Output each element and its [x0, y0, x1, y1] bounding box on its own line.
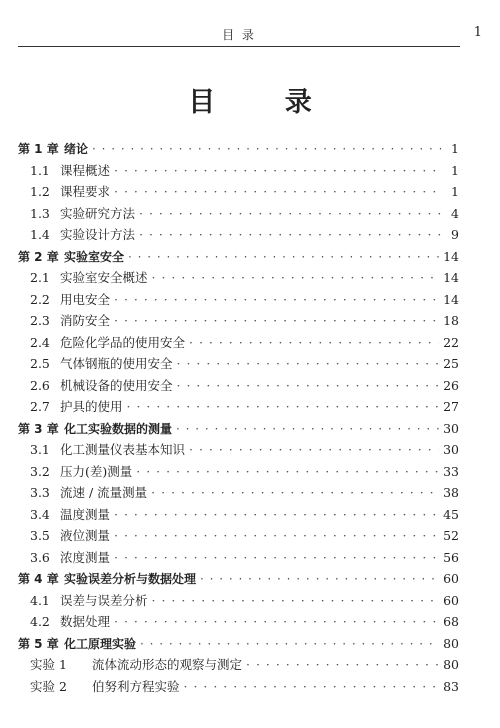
toc-entry-page: 18: [443, 313, 459, 328]
toc-section-entry: [18, 396, 459, 418]
toc-entry-title: 浓度测量: [60, 549, 111, 565]
dot-leader: [114, 289, 439, 311]
page-number: 1: [473, 25, 482, 40]
toc-entry-page: 33: [443, 463, 459, 479]
toc-section-entry: [18, 504, 459, 526]
dot-leader: [136, 461, 439, 483]
toc-title: 目 录: [188, 87, 342, 118]
toc-entry-page: 1: [451, 184, 459, 199]
toc-experiment-entry: [18, 654, 459, 676]
toc-entry-title: 化工实验数据的测量: [64, 421, 173, 436]
dot-leader: [189, 439, 439, 461]
toc-entry-number: 1.1: [30, 162, 50, 178]
toc-entry-page: 68: [443, 614, 459, 629]
toc-entry-title: 压力(差)测量: [60, 463, 133, 479]
toc-entry-number: 2.7: [30, 399, 50, 414]
toc-entry-number: 3.6: [30, 549, 50, 565]
toc-entry-title: 数据处理: [60, 614, 111, 629]
toc-entry-number: 1.2: [30, 184, 50, 199]
toc-entry-number: 2.5: [30, 356, 50, 371]
toc-entry-number: 2.2: [30, 291, 50, 307]
dot-leader: [114, 160, 441, 182]
toc-entry-number: 4.2: [30, 614, 50, 629]
toc-entry-title: 消防安全: [60, 313, 111, 328]
toc-entry-number: 第 3 章: [18, 421, 59, 436]
toc-entry-page: 1: [451, 141, 459, 156]
toc-experiment-entry: [18, 676, 459, 698]
toc-entry-title: 化工测量仪表基本知识: [60, 442, 186, 457]
toc-section-entry: [18, 461, 459, 483]
toc-section-entry: [18, 375, 459, 397]
toc-entry-title: 用电安全: [60, 291, 111, 307]
dot-leader: [152, 590, 440, 612]
toc-entry-title: 机械设备的使用安全: [60, 377, 173, 393]
toc-section-entry: [18, 525, 459, 547]
dot-leader: [184, 676, 440, 698]
toc-entry-title: 护具的使用: [60, 399, 123, 414]
toc-entry-title: 实验研究方法: [60, 205, 136, 221]
toc-entry-page: 14: [443, 291, 459, 307]
toc-entry-number: 第 4 章: [18, 572, 59, 586]
toc-entry-page: 22: [443, 334, 459, 350]
toc-entry-page: 80: [443, 657, 459, 672]
toc-entry-number: 2.1: [30, 270, 50, 285]
toc-section-entry: [18, 439, 459, 461]
toc-entry-page: 14: [443, 248, 459, 264]
toc-entry-page: 83: [443, 678, 459, 694]
toc-entry-number: 2.4: [30, 334, 50, 350]
dot-leader: [152, 267, 440, 289]
toc-entry-number: 3.5: [30, 528, 50, 543]
toc-entry-title: 实验误差分析与数据处理: [64, 572, 197, 586]
toc-entry-title: 伯努利方程实验: [92, 678, 180, 694]
toc-chapter-entry: [18, 633, 459, 655]
toc-section-entry: [18, 332, 459, 354]
dot-leader: [177, 353, 440, 375]
toc-entry-number: 第 2 章: [18, 249, 59, 264]
toc-entry-title: 实验设计方法: [60, 227, 136, 242]
toc-entry-title: 温度测量: [60, 506, 111, 522]
toc-entry-page: 52: [443, 528, 459, 543]
toc-entry-title: 流速 / 流量测量: [60, 485, 148, 500]
dot-leader: [139, 203, 441, 225]
toc-entry-title: 实验室安全概述: [60, 270, 148, 285]
toc-section-entry: [18, 160, 459, 182]
dot-leader: [127, 396, 440, 418]
dot-leader: [189, 332, 439, 354]
toc-entry-page: 60: [443, 571, 459, 586]
toc-entry-page: 60: [443, 592, 459, 608]
toc-entry-number: 4.1: [30, 592, 50, 608]
toc-section-entry: [18, 289, 459, 311]
dot-leader: [114, 504, 439, 526]
dot-leader: [176, 419, 439, 441]
toc-entry-title: 课程要求: [60, 184, 111, 199]
toc-entry-page: 1: [451, 162, 459, 178]
dot-leader: [177, 375, 440, 397]
toc-entry-number: 3.3: [30, 485, 50, 500]
toc-entry-page: 27: [443, 399, 459, 414]
dot-leader: [140, 634, 439, 656]
dot-leader: [92, 139, 441, 161]
toc-entry-number: 实验 2: [30, 678, 67, 694]
toc-entry-number: 2.3: [30, 313, 50, 328]
toc-entry-number: 第 1 章: [18, 142, 59, 156]
toc-entry-title: 化工原理实验: [64, 636, 137, 651]
toc-entry-title: 危险化学品的使用安全: [60, 334, 186, 350]
dot-leader: [200, 569, 439, 591]
toc-entry-page: 38: [443, 485, 459, 500]
toc-section-entry: [18, 224, 459, 246]
toc-section-entry: [18, 203, 459, 225]
dot-leader: [246, 654, 439, 676]
toc-chapter-entry: [18, 418, 459, 440]
toc-entry-title: 气体钢瓶的使用安全: [60, 356, 173, 371]
toc-chapter-entry: [18, 138, 459, 160]
toc-entry-page: 25: [443, 356, 459, 371]
toc-entry-number: 1.3: [30, 205, 50, 221]
toc-chapter-entry: [18, 246, 459, 268]
toc-entry-number: 2.6: [30, 377, 50, 393]
toc-section-entry: [18, 267, 459, 289]
toc-entry-title: 流体流动形态的观察与测定: [92, 657, 243, 672]
toc-section-entry: [18, 611, 459, 633]
toc-section-entry: [18, 547, 459, 569]
toc-entry-title: 实验室安全: [64, 249, 125, 264]
toc-entry-number: 3.1: [30, 442, 50, 457]
toc-entry-title: 液位测量: [60, 528, 111, 543]
toc-entry-page: 80: [443, 635, 459, 651]
running-header: [18, 22, 482, 47]
dot-leader: [114, 181, 441, 203]
toc-section-entry: [18, 590, 459, 612]
dot-leader: [114, 547, 439, 569]
dot-leader: [114, 611, 439, 633]
toc-entry-page: 45: [443, 506, 459, 522]
toc-entry-number: 1.4: [30, 227, 50, 242]
dot-leader: [151, 482, 439, 504]
toc-entry-number: 第 5 章: [18, 636, 59, 651]
toc-section-entry: [18, 482, 459, 504]
dot-leader: [128, 247, 439, 269]
toc-chapter-entry: [18, 568, 459, 590]
toc-entry-number: 3.4: [30, 506, 50, 522]
toc-entry-page: 30: [443, 420, 459, 436]
dot-leader: [139, 224, 441, 246]
toc-entry-page: 56: [443, 549, 459, 565]
toc-entry-number: 3.2: [30, 463, 50, 479]
toc-entry-number: 实验 1: [30, 657, 67, 672]
toc-entry-page: 30: [443, 442, 459, 457]
toc-entry-page: 9: [451, 227, 459, 242]
toc-entry-title: 误差与误差分析: [60, 592, 148, 608]
running-header-title: 目 录: [222, 28, 256, 42]
toc-entry-page: 26: [443, 377, 459, 393]
toc-section-entry: [18, 353, 459, 375]
toc-entry-page: 4: [451, 205, 459, 221]
toc-section-entry: [18, 310, 459, 332]
toc-list: [18, 138, 459, 697]
toc-section-entry: [18, 181, 459, 203]
toc-entry-page: 14: [443, 270, 459, 285]
toc-entry-title: 课程概述: [60, 162, 111, 178]
dot-leader: [114, 525, 439, 547]
toc-entry-title: 绪论: [64, 142, 89, 156]
dot-leader: [114, 310, 439, 332]
